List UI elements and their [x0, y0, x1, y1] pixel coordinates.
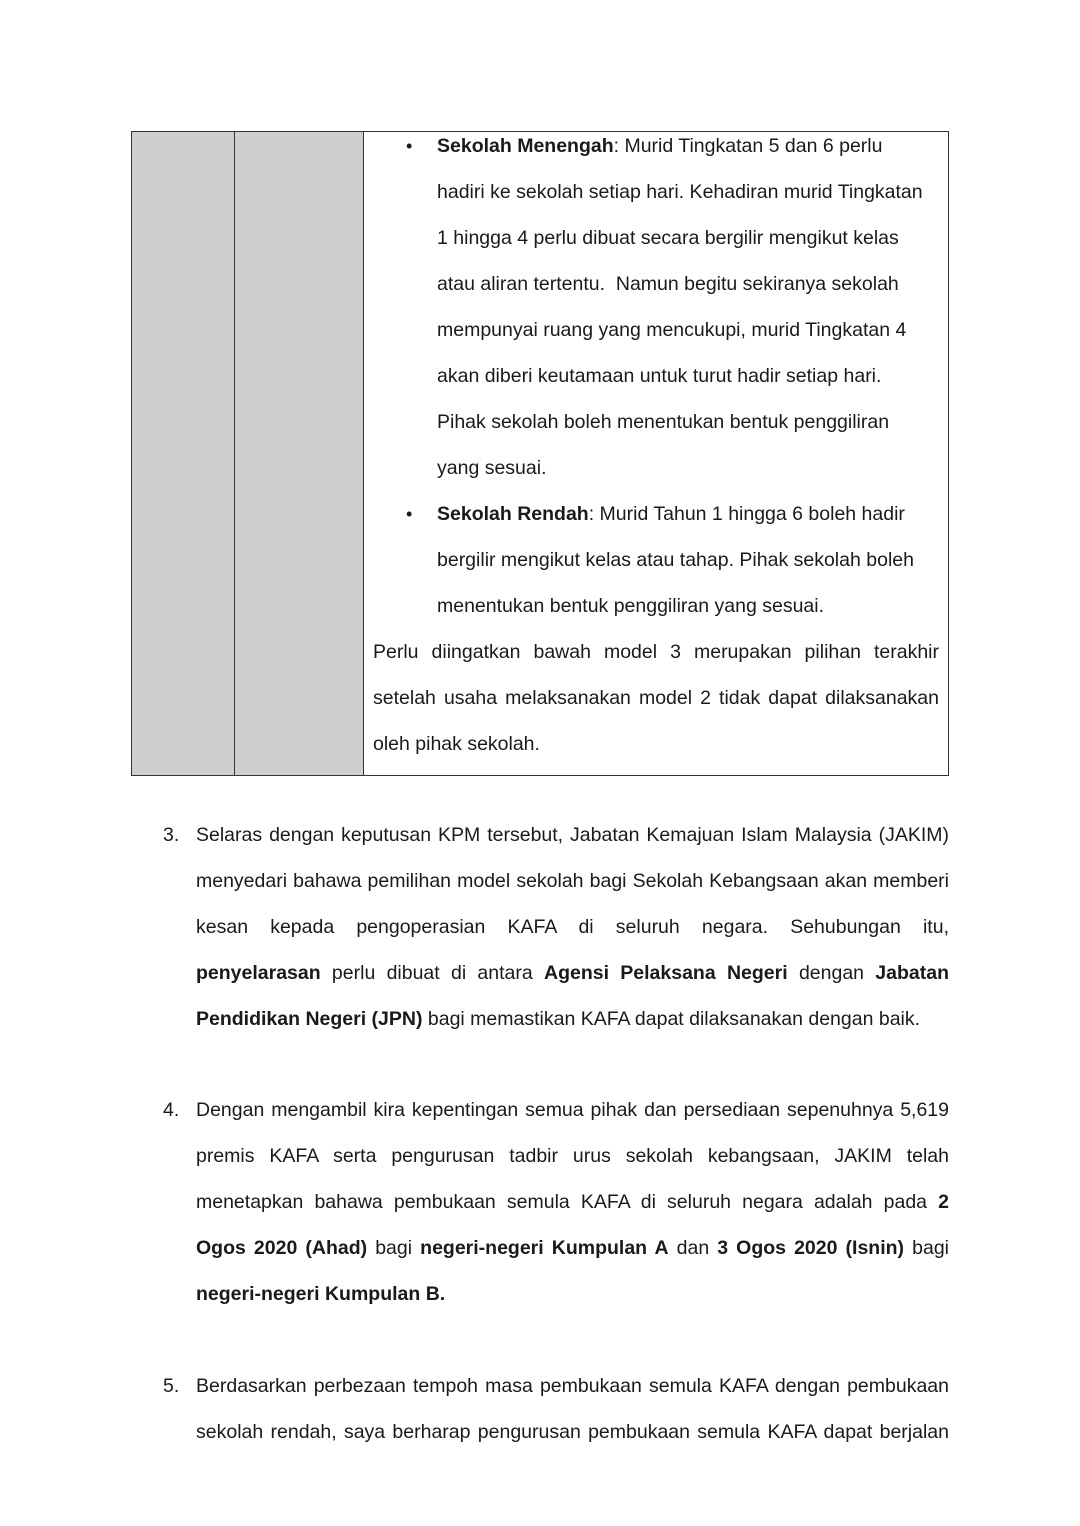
bold-term: Pendidikan Negeri (JPN): [196, 1008, 423, 1030]
text-run: bagi memastikan KAFA dapat dilaksanakan dengan baik.: [422, 1008, 921, 1030]
text-run: bagi: [367, 1237, 421, 1259]
bullet-line: hadiri ke sekolah setiap hari. Kehadiran murid Tingkatan: [437, 181, 923, 203]
bullet-line: menentukan bentuk penggiliran yang sesuai.: [437, 595, 825, 617]
bullet-line: akan diberi keutamaan untuk turut hadir setiap hari.: [437, 365, 882, 387]
note-line: Perlu diingatkan bawah model 3 merupakan pilihan terakhir: [373, 641, 939, 663]
table-cell-text: [364, 132, 948, 775]
paragraph-line: sekolah rendah, saya berharap pengurusan pembukaan semula KAFA dapat berjalan: [196, 1421, 949, 1443]
paragraph-line: menyedari bahawa pemilihan model sekolah bagi Sekolah Kebangsaan akan memberi: [196, 870, 949, 892]
bold-term: Ogos 2020 (Ahad): [196, 1237, 368, 1259]
text-run: perlu dibuat di antara: [320, 962, 544, 984]
bullet-line: [437, 502, 937, 526]
paragraph-line: Selaras dengan keputusan KPM tersebut, Jabatan Kemajuan Islam Malaysia (JAKIM): [196, 824, 949, 846]
paragraph-number: 4.: [163, 1099, 180, 1121]
paragraph-line: premis KAFA serta pengurusan tadbir urus sekolah kebangsaan, JAKIM telah: [196, 1145, 949, 1167]
paragraph-number: 5.: [163, 1375, 180, 1397]
bold-term: 3 Ogos 2020 (Isnin): [717, 1237, 905, 1259]
bold-term: penyelarasan: [196, 962, 321, 984]
text-run: dengan: [787, 962, 876, 984]
content-table: [131, 131, 949, 776]
bold-term: Agensi Pelaksana Negeri: [544, 962, 788, 984]
text-run: bagi: [904, 1237, 949, 1259]
bullet-line: 1 hingga 4 perlu dibuat secara bergilir mengikut kelas: [437, 227, 899, 249]
text-run: menetapkan bahawa pembukaan semula KAFA di seluruh negara adalah pada: [196, 1191, 939, 1213]
bold-term: negeri-negeri Kumpulan B.: [196, 1283, 446, 1305]
bullet-text: : Murid Tahun 1 hingga 6 boleh hadir: [588, 503, 905, 525]
bullet-heading: Sekolah Menengah: [437, 135, 614, 157]
bullet-line: [437, 134, 937, 158]
bullet-icon: •: [406, 504, 413, 524]
bullet-line: yang sesuai.: [437, 457, 547, 479]
bullet-icon: •: [406, 136, 413, 156]
note-line: setelah usaha melaksanakan model 2 tidak dapat dilaksanakan: [373, 687, 939, 709]
bold-term: Jabatan: [875, 962, 949, 984]
bullet-line: bergilir mengikut kelas atau tahap. Pihak sekolah boleh: [437, 549, 914, 571]
paragraph-line: Dengan mengambil kira kepentingan semua pihak dan persediaan sepenuhnya 5,619: [196, 1099, 949, 1121]
bullet-heading: Sekolah Rendah: [437, 503, 589, 525]
table-cell-shaded-1: [132, 132, 235, 775]
bullet-line: mempunyai ruang yang mencukupi, murid Tingkatan 4: [437, 319, 907, 341]
paragraph-line: [196, 1236, 949, 1260]
paragraph-line: [196, 1007, 949, 1031]
paragraph-line: kesan kepada pengoperasian KAFA di seluruh negara. Sehubungan itu,: [196, 916, 949, 938]
paragraph-line: [196, 961, 949, 985]
table-cell-shaded-2: [235, 132, 364, 775]
paragraph-line: [196, 1282, 949, 1306]
bold-term: negeri-negeri Kumpulan A: [420, 1237, 669, 1259]
bullet-line: atau aliran tertentu. Namun begitu sekiranya sekolah: [437, 273, 899, 295]
paragraph-line: Berdasarkan perbezaan tempoh masa pembukaan semula KAFA dengan pembukaan: [196, 1375, 949, 1397]
paragraph-number: 3.: [163, 824, 180, 846]
bullet-line: Pihak sekolah boleh menentukan bentuk penggiliran: [437, 411, 890, 433]
paragraph-line: [196, 1190, 949, 1214]
bold-term: 2: [938, 1191, 949, 1213]
note-line: oleh pihak sekolah.: [373, 733, 540, 755]
bullet-text: : Murid Tingkatan 5 dan 6 perlu: [613, 135, 883, 157]
text-run: dan: [668, 1237, 718, 1259]
